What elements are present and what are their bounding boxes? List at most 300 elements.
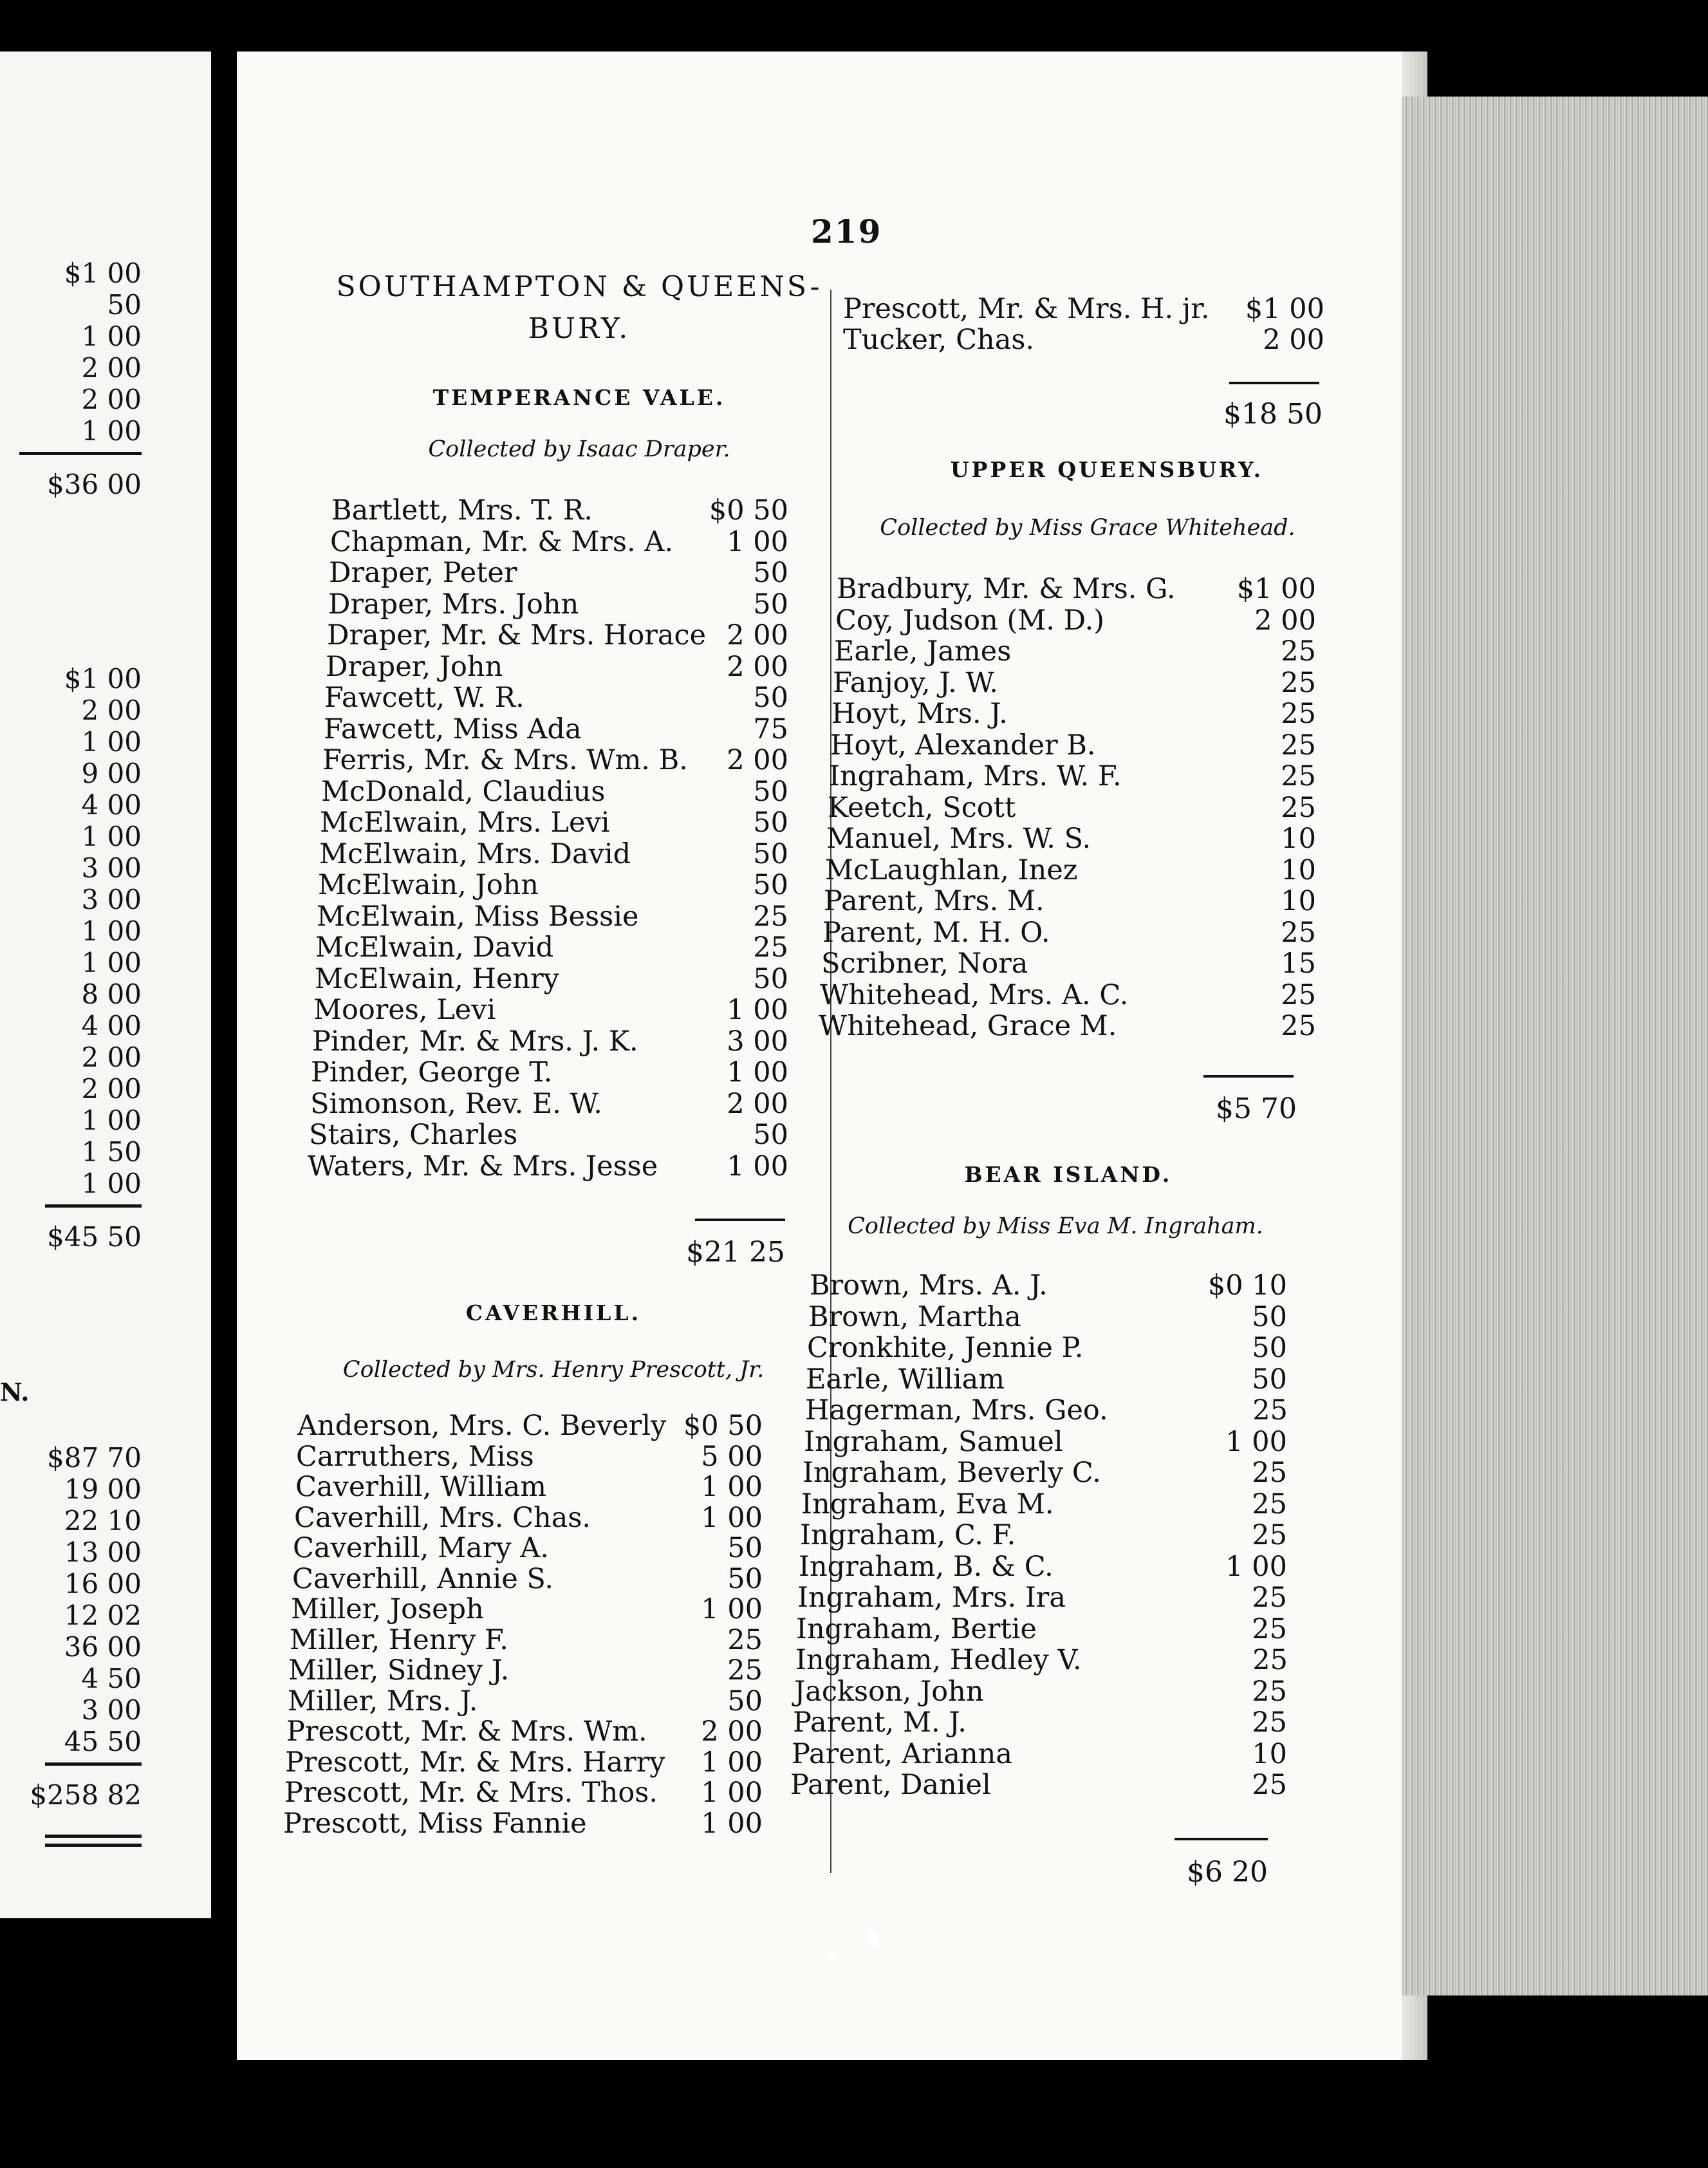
left-total-rule (45, 1204, 142, 1208)
entry-amount: 25 (1252, 1613, 1287, 1645)
entry-amount: 25 (1252, 1394, 1288, 1426)
entry-name: Coy, Judson (M. D.) (835, 604, 1105, 637)
ledger-entry (837, 573, 1316, 604)
ledger-entry (792, 1738, 1287, 1769)
left-amount: 2 00 (81, 384, 142, 415)
paper-speck (869, 1931, 879, 1948)
left-amount: 2 00 (81, 352, 142, 384)
left-amount: $1 00 (64, 257, 142, 289)
temperance-vale-collector: Collected by Isaac Draper. (428, 436, 730, 462)
left-amount-row (19, 415, 142, 445)
left-amount: 3 00 (81, 1694, 142, 1726)
ledger-entry (322, 744, 788, 775)
left-amount-row (19, 884, 142, 913)
ledger-entry (310, 1088, 788, 1119)
entry-amount: 50 (727, 1532, 763, 1564)
entry-name: Prescott, Mr. & Mrs. Thos. (284, 1777, 658, 1809)
ledger-entry (312, 1025, 788, 1056)
left-amount-row (19, 1442, 142, 1472)
entry-amount: 1 00 (1225, 1551, 1287, 1583)
entry-name: McElwain, John (318, 869, 539, 901)
left-amount-row (19, 947, 142, 977)
left-amount: 1 00 (81, 821, 142, 852)
upper-queensbury-total: $5 70 (1216, 1092, 1297, 1125)
entry-amount: $1 00 (1236, 573, 1316, 605)
bear-island-collector: Collected by Miss Eva M. Ingraham. (848, 1213, 1263, 1239)
ledger-entry (290, 1624, 763, 1655)
entry-name: Scribner, Nora (821, 948, 1028, 980)
left-amount-row (19, 1168, 142, 1197)
left-total: $45 50 (47, 1221, 142, 1253)
entry-amount: 1 00 (701, 1808, 763, 1840)
left-amount-row (19, 915, 142, 945)
entry-amount: 50 (1252, 1363, 1287, 1396)
left-amount: 22 10 (64, 1505, 142, 1537)
ledger-entry (283, 1808, 763, 1838)
left-total-row (19, 469, 142, 498)
entry-amount: 25 (1252, 1676, 1287, 1708)
entry-amount: 25 (1252, 1519, 1287, 1551)
left-amount: 2 00 (81, 1042, 142, 1073)
entry-name: Draper, Mr. & Mrs. Horace (327, 619, 707, 651)
entry-name: Hoyt, Mrs. J. (831, 698, 1008, 730)
entry-amount: 25 (1252, 1706, 1287, 1739)
entry-name: Bradbury, Mr. & Mrs. G. (837, 573, 1176, 605)
entry-name: Fawcett, Miss Ada (324, 713, 582, 745)
left-total-rule (45, 1762, 142, 1766)
left-amount-row (19, 726, 142, 756)
entry-amount: 25 (1252, 1488, 1287, 1520)
entry-name: Miller, Henry F. (290, 1624, 508, 1656)
entry-name: Ingraham, Beverly C. (803, 1457, 1101, 1489)
ledger-entry (288, 1654, 763, 1685)
entry-amount: 25 (727, 1624, 763, 1656)
left-amount: 9 00 (81, 758, 142, 789)
ledger-entry (801, 1488, 1287, 1519)
entry-name: Parent, Arianna (792, 1738, 1012, 1770)
left-amount: 4 50 (81, 1663, 142, 1694)
ledger-entry (796, 1613, 1287, 1644)
entry-amount: 25 (1281, 729, 1316, 762)
left-amount-row (19, 663, 142, 693)
ledger-entry (829, 760, 1316, 791)
ledger-entry (826, 823, 1316, 854)
left-amount: 50 (107, 289, 142, 321)
left-amount: 1 00 (81, 915, 142, 947)
entry-name: Prescott, Miss Fannie (283, 1808, 587, 1840)
ledger-entry (824, 885, 1316, 916)
left-amount: 16 00 (64, 1568, 142, 1600)
entry-amount: 25 (1252, 1769, 1287, 1801)
ledger-entry (806, 1363, 1287, 1394)
left-total-rule (19, 452, 142, 455)
entry-amount: 10 (1281, 885, 1316, 917)
ledger-entry (328, 588, 788, 619)
entry-amount: 1 00 (727, 526, 788, 558)
entry-name: Tucker, Chas. (843, 324, 1035, 356)
entry-name: Prescott, Mr. & Mrs. Harry (285, 1746, 665, 1779)
left-amount: 4 00 (81, 1010, 142, 1042)
ledger-entry (807, 1332, 1287, 1363)
ledger-entry (327, 619, 788, 650)
entry-name: Caverhill, William (295, 1471, 546, 1503)
ledger-entry (291, 1593, 763, 1624)
entry-amount: 50 (753, 776, 788, 808)
left-amount-row (19, 1105, 142, 1134)
entry-amount: 50 (753, 557, 788, 589)
ledger-entry (318, 869, 788, 900)
left-total-row (19, 1221, 142, 1251)
entry-name: McElwain, Mrs. Levi (320, 807, 610, 839)
ledger-entry (295, 1471, 763, 1502)
ledger-entry (292, 1563, 763, 1594)
ledger-entry (835, 604, 1316, 635)
ledger-entry (284, 1777, 763, 1808)
entry-amount: 1 00 (701, 1471, 763, 1503)
entry-amount: 25 (1252, 1457, 1287, 1489)
ledger-entry (819, 1010, 1316, 1041)
entry-name: McLaughlan, Inez (825, 854, 1078, 886)
entry-name: Ferris, Mr. & Mrs. Wm. B. (322, 744, 688, 776)
ledger-entry (793, 1706, 1287, 1737)
entry-name: Whitehead, Mrs. A. C. (820, 979, 1129, 1011)
entry-amount: 50 (1252, 1332, 1287, 1364)
ledger-entry (285, 1746, 763, 1777)
entry-name: Ingraham, Hedley V. (795, 1644, 1082, 1676)
upper-queensbury-total-rule (1203, 1075, 1294, 1078)
ledger-entry (294, 1502, 763, 1533)
entry-name: Earle, James (834, 635, 1012, 668)
entry-amount: 25 (1281, 760, 1316, 792)
left-amount-row (19, 1073, 142, 1103)
entry-name: Brown, Martha (808, 1301, 1021, 1333)
ledger-entry (330, 526, 788, 557)
entry-name: Bartlett, Mrs. T. R. (331, 494, 593, 527)
bear-island-heading: BEAR ISLAND. (964, 1162, 1173, 1187)
entry-amount: 1 00 (701, 1502, 763, 1534)
ledger-entry (297, 1410, 763, 1441)
left-amount-row (19, 758, 142, 787)
left-amount-row (19, 321, 142, 350)
book-page-edges (1402, 97, 1708, 1995)
entry-amount: 1 00 (701, 1746, 763, 1779)
left-amount: 3 00 (81, 884, 142, 915)
entry-name: McElwain, David (315, 931, 554, 964)
left-amount-row (19, 1042, 142, 1071)
left-total: $258 82 (30, 1779, 142, 1811)
ledger-entry (321, 776, 788, 807)
entry-name: Hagerman, Mrs. Geo. (805, 1394, 1108, 1426)
left-amount: 1 50 (81, 1136, 142, 1168)
left-amount-row (19, 1663, 142, 1692)
ledger-entry (309, 1119, 788, 1150)
entry-name: Ingraham, Mrs. Ira (797, 1582, 1066, 1614)
left-amount-row (19, 1694, 142, 1724)
ledger-entry (833, 667, 1316, 698)
ledger-entry (803, 1457, 1287, 1488)
left-amount-row (19, 1505, 142, 1535)
entry-name: Ingraham, Mrs. W. F. (829, 760, 1122, 792)
left-amount: 1 00 (81, 1168, 142, 1199)
temperance-vale-heading: TEMPERANCE VALE. (432, 385, 726, 410)
left-amount-row (19, 257, 142, 287)
entry-name: Fanjoy, J. W. (833, 667, 998, 699)
ledger-entry (296, 1441, 763, 1472)
left-amount: 8 00 (81, 978, 142, 1010)
entry-amount: 1 00 (701, 1777, 763, 1809)
entry-name: Caverhill, Annie S. (292, 1563, 554, 1595)
left-amount: 1 00 (81, 321, 142, 352)
entry-name: Ingraham, Eva M. (801, 1488, 1054, 1520)
left-double-rule (45, 1844, 142, 1847)
left-amount: 3 00 (81, 852, 142, 884)
entry-amount: $0 50 (683, 1410, 763, 1442)
entry-name: McDonald, Claudius (321, 776, 606, 808)
left-amount: 2 00 (81, 1073, 142, 1105)
left-amount: 1 00 (81, 415, 142, 447)
ledger-entry (808, 1301, 1287, 1332)
temperance-vale-total-rule (695, 1219, 785, 1221)
left-total-row (19, 1779, 142, 1809)
entry-name: Cronkhite, Jennie P. (807, 1332, 1084, 1364)
left-amount: $1 00 (64, 663, 142, 695)
left-amount-row (19, 1726, 142, 1755)
entry-amount: 25 (1281, 1010, 1316, 1042)
entry-amount: 2 00 (1254, 604, 1316, 637)
left-amount-row (19, 789, 142, 819)
ledger-entry (313, 994, 788, 1025)
entry-amount: 2 00 (727, 744, 788, 776)
left-amount-row (19, 978, 142, 1008)
left-amount: 4 00 (81, 789, 142, 821)
entry-name: McElwain, Miss Bessie (317, 901, 639, 933)
entry-name: Ingraham, Bertie (796, 1613, 1037, 1645)
entry-amount: $0 10 (1207, 1269, 1287, 1302)
left-amount: $87 70 (47, 1442, 142, 1473)
entry-amount: 25 (1281, 792, 1316, 824)
page-gutter (211, 0, 237, 2168)
entry-name: Parent, M. J. (793, 1706, 967, 1739)
entry-name: Jackson, John (794, 1676, 984, 1708)
left-amount-row (19, 384, 142, 413)
entry-amount: 25 (1281, 698, 1316, 730)
entry-amount: $1 00 (1245, 293, 1324, 325)
paper-speck (830, 1950, 837, 1959)
left-amount: 36 00 (64, 1631, 142, 1663)
left-amount: 13 00 (64, 1537, 142, 1568)
left-page-edge-letter: N. (0, 1378, 30, 1406)
entry-name: McElwain, Henry (315, 963, 559, 995)
entry-amount: 50 (753, 869, 788, 901)
entry-amount: 25 (1281, 667, 1316, 699)
left-amount-row (19, 1010, 142, 1040)
left-amount: 1 00 (81, 726, 142, 758)
ledger-entry (834, 635, 1316, 666)
entry-amount: 25 (753, 931, 788, 964)
ledger-entry (286, 1715, 763, 1746)
ledger-entry (825, 854, 1316, 885)
ledger-entry (331, 494, 788, 525)
ledger-entry (794, 1676, 1287, 1706)
temperance-vale-total: $21 25 (686, 1236, 785, 1269)
upper-queensbury-heading: UPPER QUEENSBURY. (950, 457, 1264, 482)
upper-queensbury-collector: Collected by Miss Grace Whitehead. (880, 515, 1295, 541)
entry-name: Hoyt, Alexander B. (830, 729, 1096, 762)
entry-amount: 25 (727, 1654, 763, 1687)
entry-name: Prescott, Mr. & Mrs. Wm. (286, 1715, 647, 1748)
entry-amount: 3 00 (727, 1025, 788, 1058)
entry-amount: 2 00 (727, 1088, 788, 1120)
entry-amount: 1 00 (727, 994, 788, 1026)
entry-name: Whitehead, Grace M. (819, 1010, 1117, 1042)
entry-amount: 25 (1281, 979, 1316, 1011)
entry-name: Parent, M. H. O. (822, 917, 1050, 949)
entry-name: Draper, Peter (329, 557, 517, 589)
ledger-entry (800, 1519, 1287, 1550)
left-amount-row (19, 1473, 142, 1503)
ledger-entry (821, 948, 1316, 978)
entry-amount: $0 50 (709, 494, 788, 527)
entry-amount: 1 00 (727, 1056, 788, 1089)
ledger-entry (308, 1150, 788, 1181)
left-amount: 12 02 (64, 1600, 142, 1631)
entry-amount: 2 00 (727, 651, 788, 683)
entry-amount: 1 00 (727, 1150, 788, 1182)
ledger-entry (329, 557, 788, 588)
ledger-entry (828, 792, 1316, 823)
ledger-entry (843, 324, 1324, 355)
entry-amount: 50 (753, 682, 788, 714)
left-amount-row (19, 289, 142, 319)
entry-name: Ingraham, B. & C. (799, 1551, 1054, 1583)
ledger-entry (293, 1532, 763, 1563)
entry-amount: 25 (1281, 917, 1316, 949)
entry-amount: 15 (1281, 948, 1316, 980)
left-amount: 1 00 (81, 947, 142, 978)
entry-amount: 25 (1252, 1644, 1288, 1676)
entry-name: Chapman, Mr. & Mrs. A. (330, 526, 674, 558)
ledger-entry (288, 1685, 763, 1716)
entry-amount: 10 (1281, 854, 1316, 886)
ledger-entry (797, 1582, 1287, 1612)
left-amount-row (19, 1537, 142, 1566)
entry-amount: 25 (1252, 1582, 1287, 1614)
ledger-entry (324, 713, 788, 744)
ledger-entry (320, 807, 788, 837)
ledger-entry (805, 1394, 1288, 1425)
ledger-entry (317, 901, 788, 931)
entry-name: Earle, William (806, 1363, 1005, 1396)
ledger-entry (315, 931, 788, 962)
entry-amount: 50 (753, 588, 788, 621)
left-amount-row (19, 1600, 142, 1629)
entry-amount: 2 00 (727, 619, 788, 651)
entry-amount: 2 00 (1263, 324, 1324, 356)
ledger-entry (799, 1551, 1287, 1582)
entry-name: Simonson, Rev. E. W. (310, 1088, 602, 1120)
entry-name: Carruthers, Miss (296, 1441, 534, 1473)
section-title-line-1: SOUTHAMPTON & QUEENS- (336, 270, 822, 303)
entry-name: Pinder, Mr. & Mrs. J. K. (312, 1025, 638, 1058)
caverhill-total: $18 50 (1223, 398, 1323, 431)
entry-amount: 50 (753, 963, 788, 995)
left-amount-row (19, 695, 142, 724)
entry-name: Waters, Mr. & Mrs. Jesse (308, 1150, 658, 1182)
ledger-entry (804, 1426, 1287, 1457)
entry-name: Draper, John (326, 651, 503, 683)
left-amount-row (19, 852, 142, 882)
ledger-entry (830, 729, 1316, 760)
caverhill-total-rule (1229, 382, 1319, 384)
ledger-entry (843, 293, 1324, 324)
entry-amount: 10 (1252, 1738, 1287, 1770)
left-amount: 45 50 (64, 1726, 142, 1757)
ledger-entry (324, 682, 788, 713)
left-amount-row (19, 1136, 142, 1166)
left-amount: 1 00 (81, 1105, 142, 1136)
entry-name: Parent, Mrs. M. (824, 885, 1044, 917)
entry-amount: 50 (1252, 1301, 1287, 1333)
entry-name: Ingraham, C. F. (800, 1519, 1016, 1551)
left-double-rule (45, 1835, 142, 1838)
entry-name: Pinder, George T. (311, 1056, 553, 1089)
entry-name: Ingraham, Samuel (804, 1426, 1063, 1458)
caverhill-heading: CAVERHILL. (465, 1300, 642, 1325)
ledger-entry (790, 1769, 1287, 1800)
left-amount: 19 00 (64, 1473, 142, 1505)
left-amount-row (19, 1568, 142, 1598)
entry-name: Anderson, Mrs. C. Beverly (297, 1410, 667, 1442)
entry-amount: 2 00 (701, 1715, 763, 1748)
entry-name: Brown, Mrs. A. J. (810, 1269, 1048, 1302)
entry-amount: 25 (1281, 635, 1316, 668)
bear-island-total-rule (1174, 1838, 1268, 1840)
caverhill-collector: Collected by Mrs. Henry Prescott, Jr. (342, 1357, 765, 1383)
entry-name: Prescott, Mr. & Mrs. H. jr. (843, 293, 1210, 325)
section-title-line-2: BURY. (528, 312, 631, 345)
entry-name: Caverhill, Mary A. (293, 1532, 550, 1564)
entry-amount: 50 (727, 1685, 763, 1717)
ledger-entry (311, 1056, 788, 1087)
page-number: 219 (811, 212, 882, 250)
ledger-entry (822, 917, 1316, 948)
ledger-entry (810, 1269, 1287, 1300)
entry-amount: 75 (753, 713, 788, 745)
entry-amount: 50 (753, 838, 788, 870)
entry-name: Miller, Mrs. J. (288, 1685, 478, 1717)
entry-amount: 50 (753, 1119, 788, 1151)
entry-amount: 50 (753, 807, 788, 839)
left-amount: 2 00 (81, 695, 142, 726)
entry-name: Parent, Daniel (790, 1769, 991, 1801)
bear-island-total: $6 20 (1187, 1856, 1268, 1889)
left-amount-row (19, 821, 142, 850)
left-amount-row (19, 1631, 142, 1661)
entry-name: Fawcett, W. R. (324, 682, 524, 714)
entry-name: Miller, Sidney J. (288, 1654, 510, 1687)
ledger-entry (831, 698, 1316, 729)
entry-name: Manuel, Mrs. W. S. (826, 823, 1091, 855)
entry-amount: 10 (1281, 823, 1316, 855)
entry-amount: 50 (727, 1563, 763, 1595)
entry-name: Caverhill, Mrs. Chas. (294, 1502, 591, 1534)
entry-amount: 25 (753, 901, 788, 933)
entry-name: McElwain, Mrs. David (319, 838, 631, 870)
entry-name: Draper, Mrs. John (328, 588, 579, 621)
entry-amount: 5 00 (701, 1441, 763, 1473)
ledger-entry (319, 838, 788, 869)
ledger-entry (820, 979, 1316, 1010)
